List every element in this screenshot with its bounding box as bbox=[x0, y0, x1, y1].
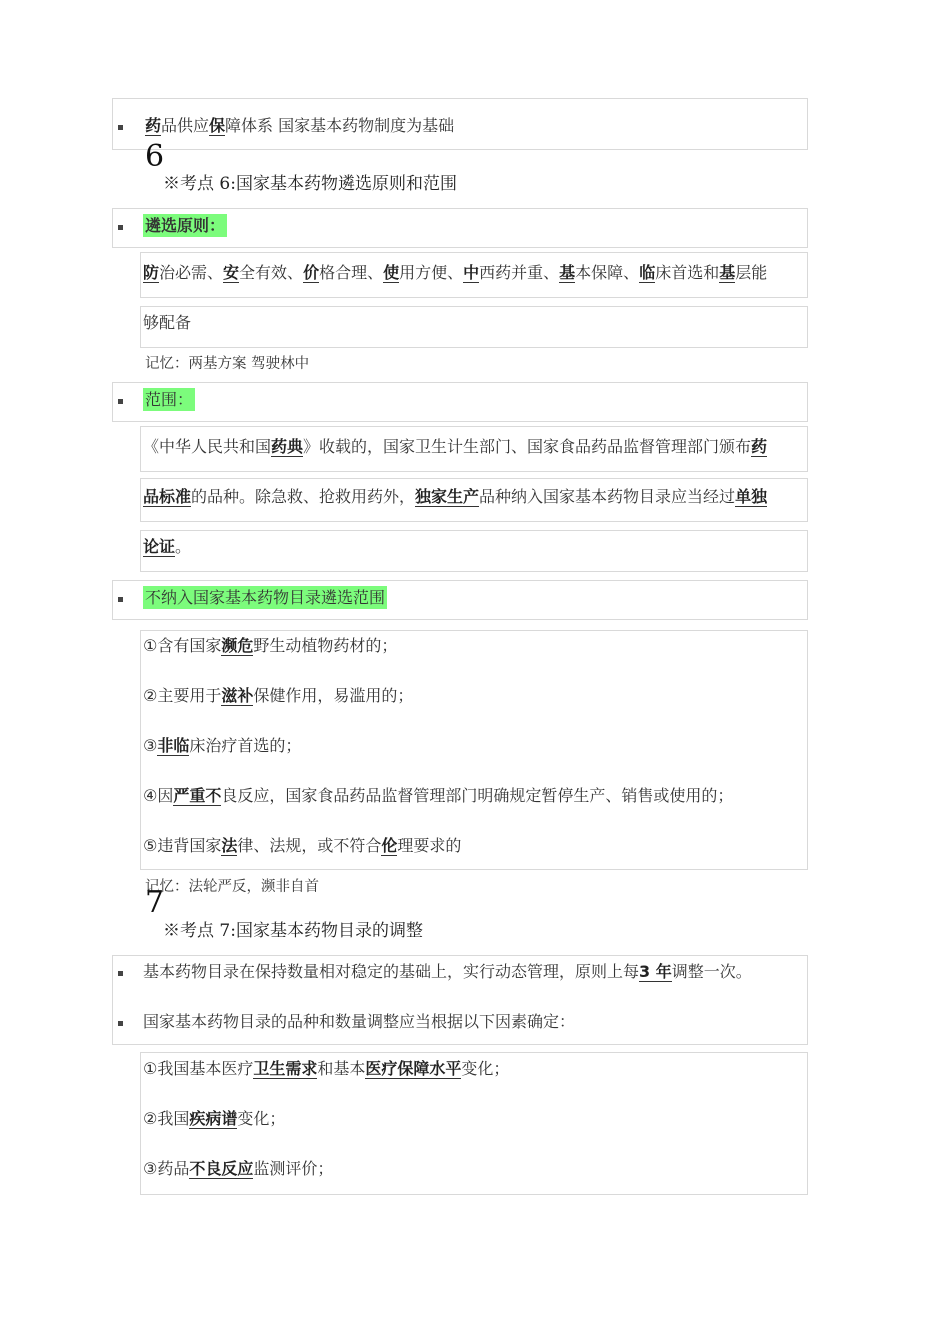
plain-text: 西药并重、 bbox=[479, 263, 560, 282]
emphasis-text: 伦 bbox=[381, 836, 398, 855]
exclude-item bbox=[143, 735, 301, 757]
bullet-marker bbox=[118, 597, 123, 602]
scope-line3 bbox=[143, 536, 191, 558]
emphasis-text: 滋补 bbox=[221, 686, 254, 705]
plain-text: 品种纳入国家基本药物目录应当经过 bbox=[479, 487, 736, 506]
kaodian-7-number: 7 bbox=[145, 885, 165, 920]
emphasis-text: 论证 bbox=[143, 537, 176, 556]
emphasis-text: 基 bbox=[719, 263, 736, 282]
plain-text: 床治疗首选的； bbox=[189, 736, 302, 755]
emphasis-text: 药 bbox=[751, 437, 768, 456]
bullet-marker bbox=[118, 125, 123, 130]
emphasis-text: 防 bbox=[143, 263, 160, 282]
emphasis-text: 独家生产 bbox=[415, 487, 480, 506]
factor-item bbox=[143, 1158, 333, 1180]
plain-text: ⑤违背国家 bbox=[143, 836, 222, 855]
emphasis-text: 临 bbox=[639, 263, 656, 282]
factor-item bbox=[143, 1058, 509, 1080]
emphasis-text: 品标准 bbox=[143, 487, 192, 506]
adjust-bullet-1 bbox=[143, 961, 752, 983]
emphasis-text: 非临 bbox=[157, 736, 190, 755]
emphasis-text: 价 bbox=[303, 263, 320, 282]
plain-text: ③药品 bbox=[143, 1159, 190, 1178]
principle-line2-box bbox=[140, 306, 808, 348]
plain-text: ①含有国家 bbox=[143, 636, 222, 655]
plain-text: ③ bbox=[143, 736, 158, 755]
exclude-item bbox=[143, 635, 397, 657]
plain-text: 良反应，国家食品药品监督管理部门明确规定暂停生产、销售或使用的； bbox=[221, 786, 734, 805]
plain-text: 品供应 bbox=[161, 116, 210, 135]
memo-1: 记忆：两基方案 驾驶林中 bbox=[145, 356, 310, 372]
exclude-item bbox=[143, 685, 413, 707]
kaodian-6-number: 6 bbox=[145, 139, 165, 174]
plain-text: 监测评价； bbox=[253, 1159, 334, 1178]
plain-text: 格合理、 bbox=[319, 263, 384, 282]
adjust-bullet-2: 国家基本药物目录的品种和数量调整应当根据以下因素确定： bbox=[143, 1012, 576, 1031]
kaodian-7-title: ※考点 7:国家基本药物目录的调整 bbox=[163, 921, 423, 941]
scope-line1 bbox=[143, 436, 767, 458]
emphasis-text: 卫生需求 bbox=[253, 1059, 318, 1078]
emphasis-text: 基 bbox=[559, 263, 576, 282]
plain-text: 障体系 国家基本药物制度为基础 bbox=[225, 116, 455, 135]
scope-label: 范围： bbox=[145, 390, 194, 409]
plain-text: ④因 bbox=[143, 786, 174, 805]
plain-text: 本保障、 bbox=[575, 263, 640, 282]
plain-text: 基本药物目录在保持数量相对稳定的基础上，实行动态管理，原则上每 bbox=[143, 962, 640, 981]
plain-text: 层能 bbox=[735, 263, 768, 282]
plain-text: 《中华人民共和国 bbox=[143, 437, 272, 456]
scope-label-box bbox=[112, 382, 808, 422]
emphasis-text: 药 bbox=[145, 116, 162, 135]
plain-text: 变化； bbox=[461, 1059, 510, 1078]
plain-text: 变化； bbox=[237, 1109, 286, 1128]
plain-text: ②主要用于 bbox=[143, 686, 222, 705]
principle-label: 遴选原则： bbox=[145, 216, 226, 235]
scope-line2 bbox=[143, 486, 767, 508]
emphasis-text: 濒危 bbox=[221, 636, 254, 655]
intro-text bbox=[145, 115, 454, 137]
plain-text: 理要求的 bbox=[397, 836, 462, 855]
plain-text: 的品种。除急救、抢救用药外， bbox=[191, 487, 416, 506]
exclude-item bbox=[143, 835, 461, 857]
emphasis-text: 药典 bbox=[271, 437, 304, 456]
emphasis-text: 不良反应 bbox=[189, 1159, 254, 1178]
bullet-marker bbox=[118, 225, 123, 230]
plain-text: ①我国基本医疗 bbox=[143, 1059, 254, 1078]
scope-line3-box bbox=[140, 530, 808, 572]
emphasis-text: 疾病谱 bbox=[189, 1109, 238, 1128]
emphasis-text: 保 bbox=[209, 116, 226, 135]
factor-item bbox=[143, 1108, 285, 1130]
plain-text: 治必需、 bbox=[159, 263, 224, 282]
plain-text: 保健作用，易滥用的； bbox=[253, 686, 414, 705]
exclude-label: 不纳入国家基本药物目录遴选范围 bbox=[145, 588, 386, 607]
principle-line2: 够配备 bbox=[143, 313, 192, 332]
bullet-marker bbox=[118, 1021, 123, 1026]
plain-text: 野生动植物药材的； bbox=[253, 636, 398, 655]
plain-text: 床首选和 bbox=[655, 263, 720, 282]
emphasis-text: 中 bbox=[463, 263, 480, 282]
emphasis-text: 单独 bbox=[735, 487, 768, 506]
plain-text: 全有效、 bbox=[239, 263, 304, 282]
emphasis-text: 3 年 bbox=[639, 962, 672, 981]
emphasis-text: 严重不 bbox=[173, 786, 222, 805]
plain-text: ②我国 bbox=[143, 1109, 190, 1128]
plain-text: 和基本 bbox=[317, 1059, 366, 1078]
plain-text: 》收载的，国家卫生计生部门、国家食品药品监督管理部门颁布 bbox=[303, 437, 752, 456]
principle-line1 bbox=[143, 262, 767, 284]
kaodian-6-title: ※考点 6:国家基本药物遴选原则和范围 bbox=[163, 174, 457, 194]
emphasis-text: 法 bbox=[221, 836, 238, 855]
bullet-marker bbox=[118, 399, 123, 404]
memo-2: 记忆：法轮严反，濒非自首 bbox=[145, 879, 319, 895]
exclude-item bbox=[143, 785, 733, 807]
emphasis-text: 使 bbox=[383, 263, 400, 282]
plain-text: 。 bbox=[175, 537, 192, 556]
bullet-marker bbox=[118, 971, 123, 976]
plain-text: 律、法规，或不符合 bbox=[237, 836, 382, 855]
plain-text: 调整一次。 bbox=[671, 962, 752, 981]
plain-text: 用方便、 bbox=[399, 263, 464, 282]
emphasis-text: 安 bbox=[223, 263, 240, 282]
emphasis-text: 医疗保障水平 bbox=[365, 1059, 462, 1078]
